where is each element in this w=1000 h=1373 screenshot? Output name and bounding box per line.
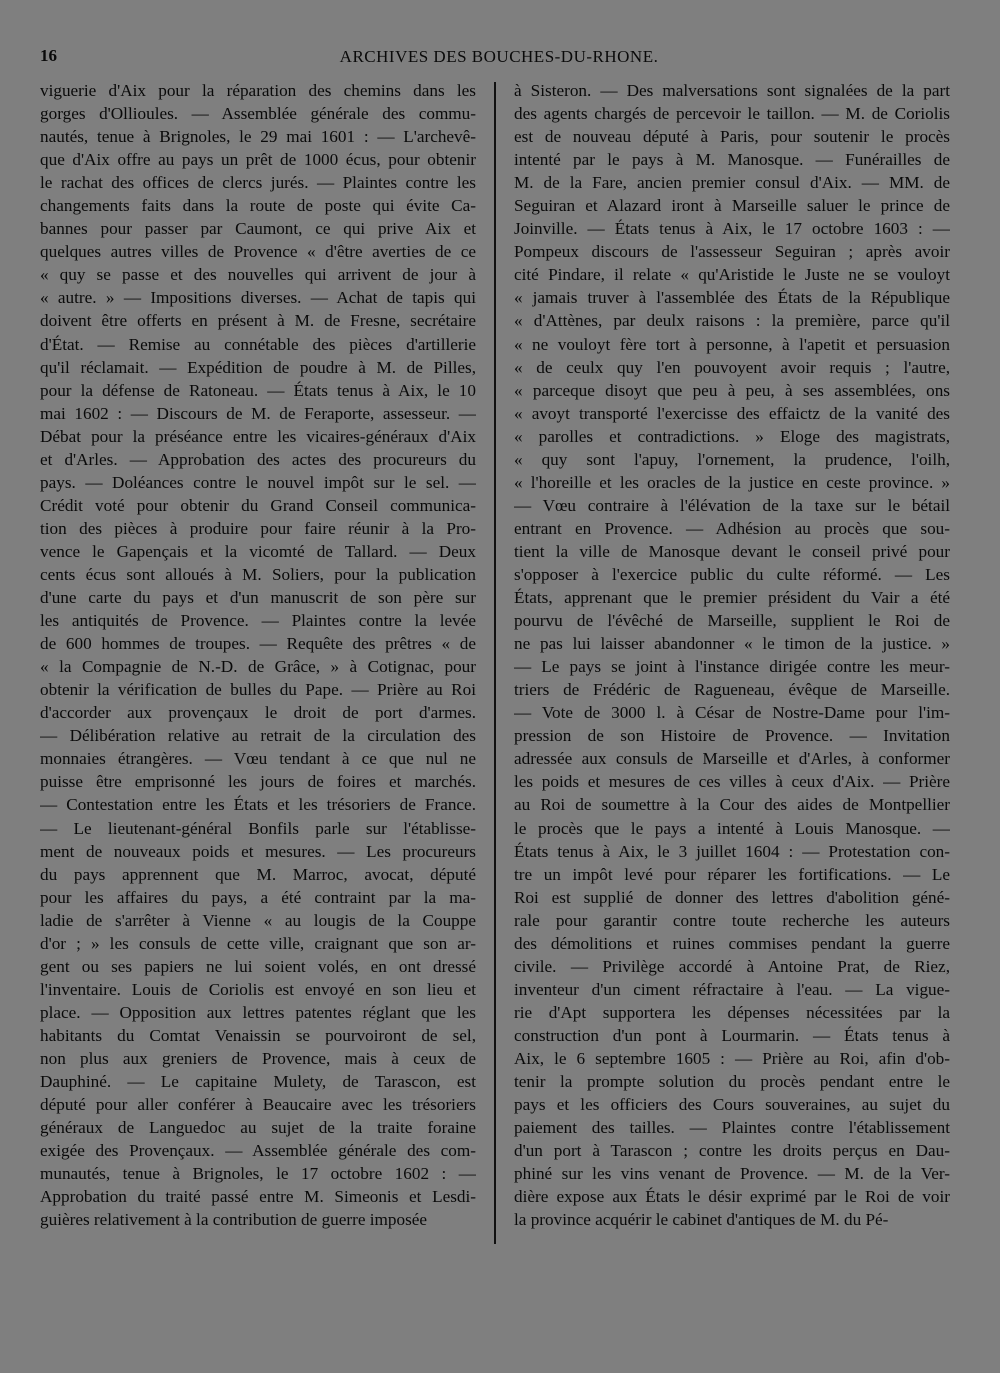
text-line: généraux de Languedoc au sujet de la traite foraine [40, 1118, 476, 1138]
text-line: construction d'un pont à Lourmarin. — États tenus à [514, 1025, 950, 1045]
text-line: guières relativement à la contribution de guerre imposée [40, 1210, 428, 1230]
text-line: « avoyt transporté l'exercisse des effaictz de la vanité des [514, 403, 950, 423]
text-line: « quy se passe et des nouvelles qui arrivent de jour à [40, 265, 476, 285]
text-line: non plus aux greniers de Provence, mais à ceux de [40, 1048, 476, 1068]
text-line: les poids et mesures de ces villes à ceux d'Aix. — Prière [514, 772, 950, 792]
page-number: 16 [40, 46, 57, 65]
text-line: États, apprenant que le premier président du Vair a été [514, 588, 950, 608]
text-line: gorges d'Ollioules. — Assemblée générale des commu- [40, 104, 476, 124]
text-line: monnaies étrangères. — Vœu tendant à ce que nul ne [40, 749, 476, 769]
text-line: bannes pour passer par Caumont, ce qui prive Aix et [40, 219, 476, 239]
text-line: d'un port à Tarascon ; contre les droits perçus en Dau- [514, 1141, 950, 1161]
text-line: viguerie d'Aix pour la réparation des chemins dans les [40, 81, 476, 100]
text-line: paiement des tailles. — Plaintes contre l'établissement [514, 1118, 950, 1138]
text-line: intenté par le pays à M. Manosque. — Funérailles de [514, 150, 950, 170]
text-line: « quy sont l'apuy, l'ornement, la prudence, l'oilh, [514, 449, 950, 469]
text-line: le rachat des offices de clercs jurés. — Plaintes contre les [40, 173, 476, 193]
text-line: — Le pays se joint à l'instance dirigée contre les meur- [514, 657, 950, 677]
text-line: Approbation du traité passé entre M. Simeonis et Lesdi- [40, 1187, 476, 1207]
left-column [40, 79, 476, 1259]
text-line: d'État. — Remise au connétable des pièces d'artillerie [40, 334, 476, 354]
text-line: mai 1602 : — Discours de M. de Feraporte, assesseur. — [40, 403, 476, 423]
text-line: « d'Attènes, par deulx raisons : la première, parce qu'il [514, 311, 950, 331]
text-line: munautés, tenue à Brignoles, le 17 octobre 1602 : — [40, 1164, 476, 1184]
text-line: s'opposer à l'exercice public du culte réformé. — Les [514, 564, 950, 584]
text-line: Aix, le 6 septembre 1605 : — Prière au Roi, afin d'ob- [514, 1048, 950, 1068]
text-line: tenir la prompte solution du procès pendant entre le [514, 1072, 950, 1092]
text-line: député pour aller conférer à Beaucaire avec les trésoriers [40, 1095, 476, 1115]
text-line: pays. — Doléances contre le nouvel impôt sur le sel. — [40, 472, 476, 492]
text-line: États tenus à Aix, le 3 juillet 1604 : — Protestation con- [514, 841, 950, 861]
text-line: entrant en Provence. — Adhésion au procès que sou- [514, 518, 950, 538]
text-line: Dauphiné. — Le capitaine Mulety, de Tarascon, est [40, 1072, 476, 1092]
text-line: quelques autres villes de Provence « d'être averties de ce [40, 242, 476, 262]
text-line: changements faits dans la route de poste qui évite Ca- [40, 196, 476, 216]
text-line: la province acquérir le cabinet d'antiques de M. du Pé- [514, 1210, 889, 1230]
text-line: et d'Arles. — Approbation des actes des procureurs du [40, 449, 476, 469]
text-line: pourvu de l'évêché de Marseille, supplient le Roi de [514, 611, 950, 631]
text-line: rale pour garantir contre toute recherche les auteurs [514, 910, 950, 930]
text-line: civile. — Privilège accordé à Antoine Prat, de Riez, [514, 956, 950, 976]
text-line: est de nouveau député à Paris, pour soutenir le procès [514, 127, 950, 147]
text-line: ment de nouveaux poids et mesures. — Les procureurs [40, 841, 476, 861]
text-line: M. de la Fare, ancien premier consul d'Aix. — MM. de [514, 173, 950, 193]
text-line: Seguiran et Alazard iront à Marseille saluer le prince de [514, 196, 950, 216]
text-line: l'inventaire. Louis de Coriolis est envoyé en son lieu et [40, 979, 476, 999]
text-line: que d'Aix offre au pays un prêt de 1000 écus, pour obtenir [40, 150, 476, 170]
text-line: place. — Opposition aux lettres patentes réglant que les [40, 1002, 476, 1022]
text-line: ne pas lui laisser abandonner « le timon de la justice. » [514, 634, 950, 654]
column-divider [494, 82, 496, 1244]
text-line: triers de Frédéric de Ragueneau, évêque de Marseille. [514, 680, 950, 700]
text-line: cité Pindare, il relate « qu'Aristide le Juste ne se vouloyt [514, 265, 950, 285]
text-line: — Délibération relative au retrait de la circulation des [40, 726, 476, 746]
text-line: d'or ; » les consuls de cette ville, craignant que son ar- [40, 933, 476, 953]
text-line: doivent être offerts en présent à M. de Fresne, secrétaire [40, 311, 476, 331]
text-line: des agents chargés de percevoir le taillon. — M. de Coriolis [514, 104, 950, 124]
text-line: d'accorder aux provençaux le droit de port d'armes. [40, 703, 476, 723]
text-line: obtenir la vérification de bulles du Pape. — Prière au Roi [40, 680, 476, 700]
right-column [514, 79, 950, 1259]
text-line: d'une carte du pays et d'un manuscrit de son père sur [40, 588, 476, 608]
text-line: « ne vouloyt fère tort à personne, à l'apetit et persuasion [514, 334, 950, 354]
text-line: exigée des Provençaux. — Assemblée générale des com- [40, 1141, 476, 1161]
text-line: des démolitions et ruines commises pendant la guerre [514, 933, 950, 953]
text-line: Pompeux discours de l'assesseur Seguiran ; après avoir [514, 242, 950, 262]
text-line: vence le Gapençais et la vicomté de Tallard. — Deux [40, 541, 476, 561]
text-line: « parolles et contradictions. » Eloge des magistrats, [514, 426, 950, 446]
text-line: cents écus sont alloués à M. Soliers, pour la publication [40, 564, 476, 584]
text-line: — Vœu contraire à l'élévation de la taxe sur le bétail [514, 495, 950, 515]
text-line: — Contestation entre les États et les trésoriers de France. [40, 795, 476, 815]
text-line: « parceque disoyt que peu à peu, à ses assemblées, ons [514, 380, 950, 400]
text-line: gent ou ses papiers ne lui soient volés, en ont dressé [40, 956, 476, 976]
text-line: dière expose aux États le désir exprimé par le Roi de voir [514, 1187, 950, 1207]
text-line: pour la défense de Ratoneau. — États tenus à Aix, le 10 [40, 380, 476, 400]
text-line: qu'il réclamait. — Expédition de poudre à M. de Pilles, [40, 357, 476, 377]
text-line: — Vote de 3000 l. à César de Nostre-Dame pour l'im- [514, 703, 950, 723]
text-line: « jamais truver à l'assemblée des États de la République [514, 288, 950, 308]
page-header [38, 46, 960, 74]
text-line: « autre. » — Impositions diverses. — Achat de tapis qui [40, 288, 476, 308]
text-line: Crédit voté pour obtenir du Grand Conseil communica- [40, 495, 476, 515]
running-title: ARCHIVES DES BOUCHES-DU-RHONE. [339, 47, 659, 66]
text-line: de 600 hommes de troupes. — Requête des prêtres « de [40, 634, 476, 654]
text-line: pression de son Histoire de Provence. — Invitation [514, 726, 950, 746]
text-line: « l'horeille et les oracles de la justice en ceste province. » [514, 472, 950, 492]
text-line: le procès que le pays a intenté à Louis Manosque. — [514, 818, 950, 838]
text-line: pour les affaires du pays, a été contraint par la ma- [40, 887, 476, 907]
text-line: à Sisteron. — Des malversations sont signalées de la part [514, 81, 950, 100]
text-line: du pays apprennent que M. Marroc, avocat, député [40, 864, 476, 884]
text-line: habitants du Comtat Venaissin se pourvoiront de sel, [40, 1025, 476, 1045]
text-line: les antiquités de Provence. — Plaintes contre la levée [40, 611, 476, 631]
text-line: Débat pour la préséance entre les vicaires-généraux d'Aix [40, 426, 476, 446]
text-line: phiné sur les vins venant de Provence. — M. de la Ver- [514, 1164, 950, 1184]
text-line: « de ceulx quy l'en pouvoyent avoir requis ; l'autre, [514, 357, 950, 377]
text-line: tre un impôt levé pour réparer les fortifications. — Le [514, 864, 950, 884]
text-line: tient la ville de Manosque devant le conseil privé pour [514, 541, 950, 561]
text-line: ladie de s'arrêter à Vienne « au lougis de la Couppe [40, 910, 476, 930]
text-line: tion des pièces à produire pour faire réunir à la Pro- [40, 518, 476, 538]
text-line: Roi est supplié de donner des lettres d'abolition géné- [514, 887, 950, 907]
text-line: « la Compagnie de N.-D. de Grâce, » à Cotignac, pour [40, 657, 476, 677]
text-line: au Roi de soumettre à la Cour des aides de Montpellier [514, 795, 950, 815]
text-line: inventeur d'un ciment réfractaire à l'eau. — La vigue- [514, 979, 950, 999]
text-line: puisse être emprisonné les jours de foires et marchés. [40, 772, 476, 792]
text-line: pays et les officiers des Cours souveraines, au sujet du [514, 1095, 950, 1115]
text-line: — Le lieutenant-général Bonfils parle sur l'établisse- [40, 818, 476, 838]
text-line: nautés, tenue à Brignoles, le 29 mai 1601 : — L'archevê- [40, 127, 476, 147]
text-line: Joinville. — États tenus à Aix, le 17 octobre 1603 : — [514, 219, 950, 239]
text-line: rie d'Apt supportera les dépenses nécessitées par la [514, 1002, 950, 1022]
text-line: adressée aux consuls de Marseille et d'Arles, à conformer [514, 749, 950, 769]
